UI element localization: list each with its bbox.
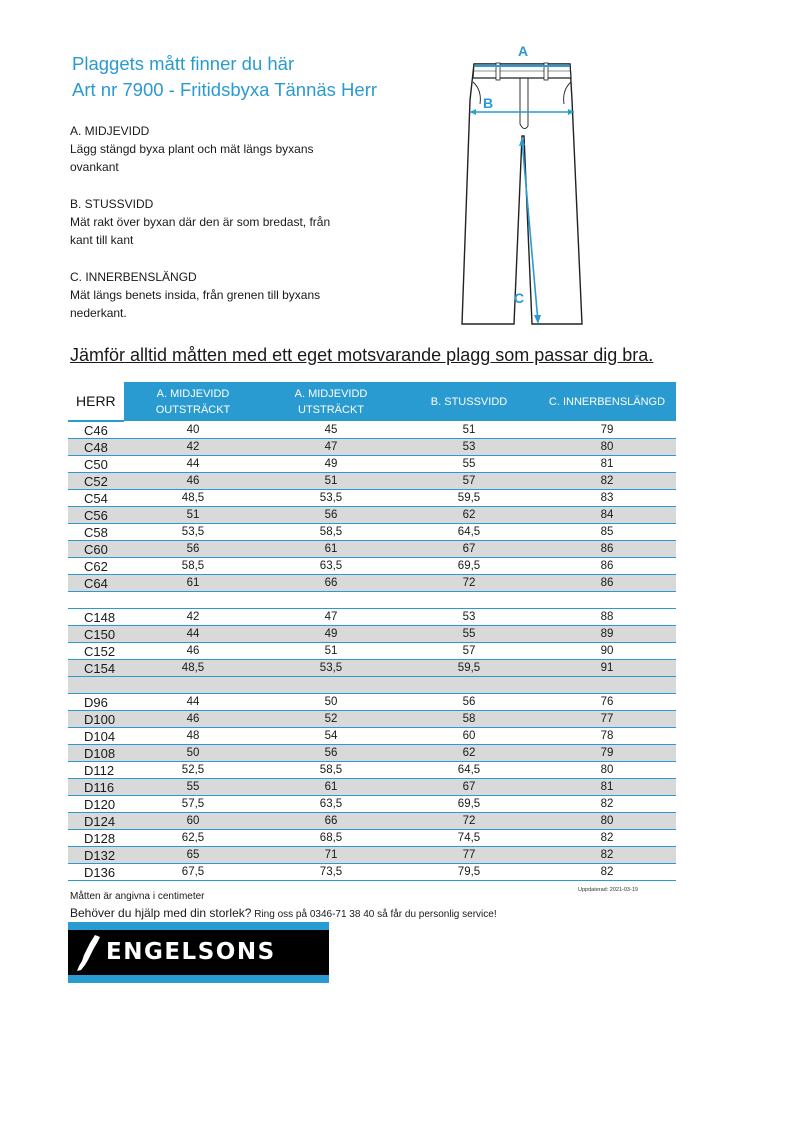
measure-cell: 83 bbox=[538, 490, 676, 507]
measure-cell: 51 bbox=[262, 473, 400, 490]
measure-cell: 55 bbox=[124, 779, 262, 796]
measure-cell: 72 bbox=[400, 813, 538, 830]
measure-cell: 53,5 bbox=[124, 524, 262, 541]
instruction-waist bbox=[70, 122, 340, 176]
instruction-text: Mät längs benets insida, från grenen till byxans nederkant. bbox=[70, 288, 321, 320]
table-row bbox=[68, 421, 676, 439]
measure-cell: 48,5 bbox=[124, 490, 262, 507]
measure-cell: 58,5 bbox=[262, 524, 400, 541]
instruction-heading: A. MIDJEVIDD bbox=[70, 124, 150, 138]
measure-cell: 53 bbox=[400, 609, 538, 626]
measure-cell: 78 bbox=[538, 728, 676, 745]
table-row bbox=[68, 456, 676, 473]
measure-cell: 63,5 bbox=[262, 558, 400, 575]
size-table-body bbox=[68, 421, 676, 881]
measure-cell: 65 bbox=[124, 847, 262, 864]
measure-cell: 64,5 bbox=[400, 762, 538, 779]
size-cell: D136 bbox=[68, 864, 124, 881]
measure-cell: 58 bbox=[400, 711, 538, 728]
measure-cell: 53,5 bbox=[262, 490, 400, 507]
size-cell: D100 bbox=[68, 711, 124, 728]
measure-cell: 44 bbox=[124, 456, 262, 473]
measure-cell: 49 bbox=[262, 626, 400, 643]
measure-cell: 67 bbox=[400, 541, 538, 558]
measure-cell: 84 bbox=[538, 507, 676, 524]
table-row bbox=[68, 711, 676, 728]
table-row bbox=[68, 864, 676, 881]
measure-cell: 52 bbox=[262, 711, 400, 728]
measure-cell: 40 bbox=[124, 421, 262, 439]
measure-cell: 45 bbox=[262, 421, 400, 439]
measure-cell: 73,5 bbox=[262, 864, 400, 881]
size-cell: C64 bbox=[68, 575, 124, 592]
measure-cell: 50 bbox=[262, 694, 400, 711]
measure-cell: 86 bbox=[538, 558, 676, 575]
measure-cell: 79 bbox=[538, 421, 676, 439]
measure-cell: 55 bbox=[400, 456, 538, 473]
table-row bbox=[68, 609, 676, 626]
size-cell: C48 bbox=[68, 439, 124, 456]
measure-cell: 61 bbox=[262, 779, 400, 796]
measure-cell: 57 bbox=[400, 643, 538, 660]
size-table bbox=[68, 382, 676, 881]
logo-brand: ENGELSONS bbox=[106, 939, 276, 965]
measure-cell: 80 bbox=[538, 762, 676, 779]
page-title: Plaggets mått finner du här bbox=[72, 53, 295, 74]
spacer-cell bbox=[68, 592, 676, 609]
table-row bbox=[68, 575, 676, 592]
table-row bbox=[68, 745, 676, 762]
header-waist-stretched: A. MIDJEVIDD UTSTRÄCKT bbox=[262, 382, 400, 421]
measure-cell: 51 bbox=[124, 507, 262, 524]
measure-cell: 86 bbox=[538, 541, 676, 558]
measure-cell: 82 bbox=[538, 796, 676, 813]
table-row bbox=[68, 660, 676, 677]
measure-cell: 59,5 bbox=[400, 490, 538, 507]
size-cell: C56 bbox=[68, 507, 124, 524]
header-waist-relaxed: A. MIDJEVIDD OUTSTRÄCKT bbox=[124, 382, 262, 421]
measure-cell: 80 bbox=[538, 439, 676, 456]
size-cell: C154 bbox=[68, 660, 124, 677]
size-cell: D132 bbox=[68, 847, 124, 864]
table-row bbox=[68, 847, 676, 864]
measure-cell: 47 bbox=[262, 439, 400, 456]
size-cell: D104 bbox=[68, 728, 124, 745]
measure-cell: 50 bbox=[124, 745, 262, 762]
measure-cell: 81 bbox=[538, 779, 676, 796]
measure-cell: 55 bbox=[400, 626, 538, 643]
size-cell: C148 bbox=[68, 609, 124, 626]
measure-cell: 60 bbox=[124, 813, 262, 830]
measure-cell: 82 bbox=[538, 473, 676, 490]
article-title: Art nr 7900 - Fritidsbyxa Tännäs Herr bbox=[72, 79, 378, 100]
instruction-text: Lägg stängd byxa plant och mät längs byxans ovankant bbox=[70, 142, 314, 174]
size-cell: D128 bbox=[68, 830, 124, 847]
table-row bbox=[68, 626, 676, 643]
measure-cell: 44 bbox=[124, 626, 262, 643]
measure-cell: 77 bbox=[538, 711, 676, 728]
help-lead: Behöver du hjälp med din storlek? bbox=[70, 906, 252, 920]
size-cell: C152 bbox=[68, 643, 124, 660]
spacer-cell bbox=[68, 677, 676, 694]
measure-cell: 51 bbox=[400, 421, 538, 439]
measure-cell: 66 bbox=[262, 813, 400, 830]
measure-cell: 64,5 bbox=[400, 524, 538, 541]
measure-cell: 67,5 bbox=[124, 864, 262, 881]
help-contact: Ring oss på 0346-71 38 40 så får du personlig service! bbox=[251, 909, 497, 920]
compare-tagline: Jämför alltid måtten med ett eget motsvarande plagg som passar dig bra. bbox=[70, 345, 654, 365]
measure-cell: 67 bbox=[400, 779, 538, 796]
measure-cell: 82 bbox=[538, 864, 676, 881]
instruction-text: Mät rakt över byxan där den är som bredast, från kant till kant bbox=[70, 215, 331, 247]
measure-cell: 69,5 bbox=[400, 796, 538, 813]
measure-cell: 57 bbox=[400, 473, 538, 490]
size-cell: C54 bbox=[68, 490, 124, 507]
table-row bbox=[68, 541, 676, 558]
help-text bbox=[70, 906, 497, 920]
measure-cell: 48,5 bbox=[124, 660, 262, 677]
measure-cell: 69,5 bbox=[400, 558, 538, 575]
table-row bbox=[68, 762, 676, 779]
measure-cell: 82 bbox=[538, 847, 676, 864]
table-row bbox=[68, 473, 676, 490]
size-cell: D96 bbox=[68, 694, 124, 711]
measure-cell: 47 bbox=[262, 609, 400, 626]
logo-bar-bottom bbox=[68, 975, 329, 983]
measure-label-b: B bbox=[483, 95, 494, 111]
size-cell: C46 bbox=[68, 421, 124, 439]
measure-cell: 90 bbox=[538, 643, 676, 660]
measure-cell: 56 bbox=[400, 694, 538, 711]
measure-cell: 88 bbox=[538, 609, 676, 626]
measure-cell: 58,5 bbox=[124, 558, 262, 575]
size-cell: C58 bbox=[68, 524, 124, 541]
measure-cell: 79 bbox=[538, 745, 676, 762]
measure-cell: 72 bbox=[400, 575, 538, 592]
measure-cell: 56 bbox=[124, 541, 262, 558]
table-row bbox=[68, 507, 676, 524]
size-cell: C50 bbox=[68, 456, 124, 473]
measure-cell: 56 bbox=[262, 507, 400, 524]
size-cell: D108 bbox=[68, 745, 124, 762]
measure-cell: 80 bbox=[538, 813, 676, 830]
instruction-heading: C. INNERBENSLÄNGD bbox=[70, 270, 197, 284]
measure-cell: 63,5 bbox=[262, 796, 400, 813]
instruction-heading: B. STUSSVIDD bbox=[70, 197, 154, 211]
measure-cell: 59,5 bbox=[400, 660, 538, 677]
measure-cell: 51 bbox=[262, 643, 400, 660]
measure-cell: 74,5 bbox=[400, 830, 538, 847]
measure-cell: 81 bbox=[538, 456, 676, 473]
pants-diagram bbox=[452, 40, 594, 330]
table-row bbox=[68, 490, 676, 507]
measure-cell: 91 bbox=[538, 660, 676, 677]
table-row bbox=[68, 439, 676, 456]
measure-cell: 71 bbox=[262, 847, 400, 864]
header-seat: B. STUSSVIDD bbox=[400, 382, 538, 421]
measure-cell: 79,5 bbox=[400, 864, 538, 881]
engelsons-logo bbox=[68, 922, 329, 983]
sweden-map-icon bbox=[75, 934, 103, 972]
measure-cell: 61 bbox=[262, 541, 400, 558]
table-row bbox=[68, 728, 676, 745]
measure-cell: 58,5 bbox=[262, 762, 400, 779]
measure-cell: 76 bbox=[538, 694, 676, 711]
table-group-spacer bbox=[68, 677, 676, 694]
measure-cell: 46 bbox=[124, 711, 262, 728]
measure-cell: 44 bbox=[124, 694, 262, 711]
measure-cell: 61 bbox=[124, 575, 262, 592]
size-cell: C60 bbox=[68, 541, 124, 558]
size-cell: D120 bbox=[68, 796, 124, 813]
logo-bar-top bbox=[68, 922, 329, 930]
measure-cell: 48 bbox=[124, 728, 262, 745]
measure-cell: 66 bbox=[262, 575, 400, 592]
unit-footnote: Måtten är angivna i centimeter bbox=[70, 891, 205, 902]
updated-date: Uppdaterad: 2021-03-19 bbox=[578, 887, 638, 893]
measure-label-c: C bbox=[514, 290, 525, 306]
measure-cell: 57,5 bbox=[124, 796, 262, 813]
instruction-seat bbox=[70, 195, 340, 249]
size-cell: D116 bbox=[68, 779, 124, 796]
measure-cell: 46 bbox=[124, 643, 262, 660]
size-cell: D124 bbox=[68, 813, 124, 830]
table-row bbox=[68, 830, 676, 847]
measure-cell: 42 bbox=[124, 609, 262, 626]
table-row bbox=[68, 524, 676, 541]
measure-cell: 53,5 bbox=[262, 660, 400, 677]
measure-cell: 85 bbox=[538, 524, 676, 541]
measure-cell: 62 bbox=[400, 507, 538, 524]
measure-cell: 68,5 bbox=[262, 830, 400, 847]
table-group-spacer bbox=[68, 592, 676, 609]
table-row bbox=[68, 643, 676, 660]
size-cell: C62 bbox=[68, 558, 124, 575]
measure-cell: 52,5 bbox=[124, 762, 262, 779]
measure-cell: 82 bbox=[538, 830, 676, 847]
measure-cell: 56 bbox=[262, 745, 400, 762]
table-row bbox=[68, 779, 676, 796]
measure-cell: 54 bbox=[262, 728, 400, 745]
table-row bbox=[68, 694, 676, 711]
size-cell: C150 bbox=[68, 626, 124, 643]
measure-label-a: A bbox=[518, 43, 529, 59]
size-cell: D112 bbox=[68, 762, 124, 779]
header-inseam: C. INNERBENSLÄNGD bbox=[538, 382, 676, 421]
measure-cell: 77 bbox=[400, 847, 538, 864]
size-cell: C52 bbox=[68, 473, 124, 490]
measure-cell: 60 bbox=[400, 728, 538, 745]
measure-cell: 42 bbox=[124, 439, 262, 456]
table-row bbox=[68, 796, 676, 813]
measure-cell: 49 bbox=[262, 456, 400, 473]
instruction-inseam bbox=[70, 268, 340, 322]
measure-cell: 62,5 bbox=[124, 830, 262, 847]
table-row bbox=[68, 813, 676, 830]
measure-cell: 53 bbox=[400, 439, 538, 456]
table-row bbox=[68, 558, 676, 575]
measure-cell: 89 bbox=[538, 626, 676, 643]
measure-cell: 46 bbox=[124, 473, 262, 490]
measure-cell: 86 bbox=[538, 575, 676, 592]
header-herr: HERR bbox=[68, 382, 124, 421]
measure-cell: 62 bbox=[400, 745, 538, 762]
